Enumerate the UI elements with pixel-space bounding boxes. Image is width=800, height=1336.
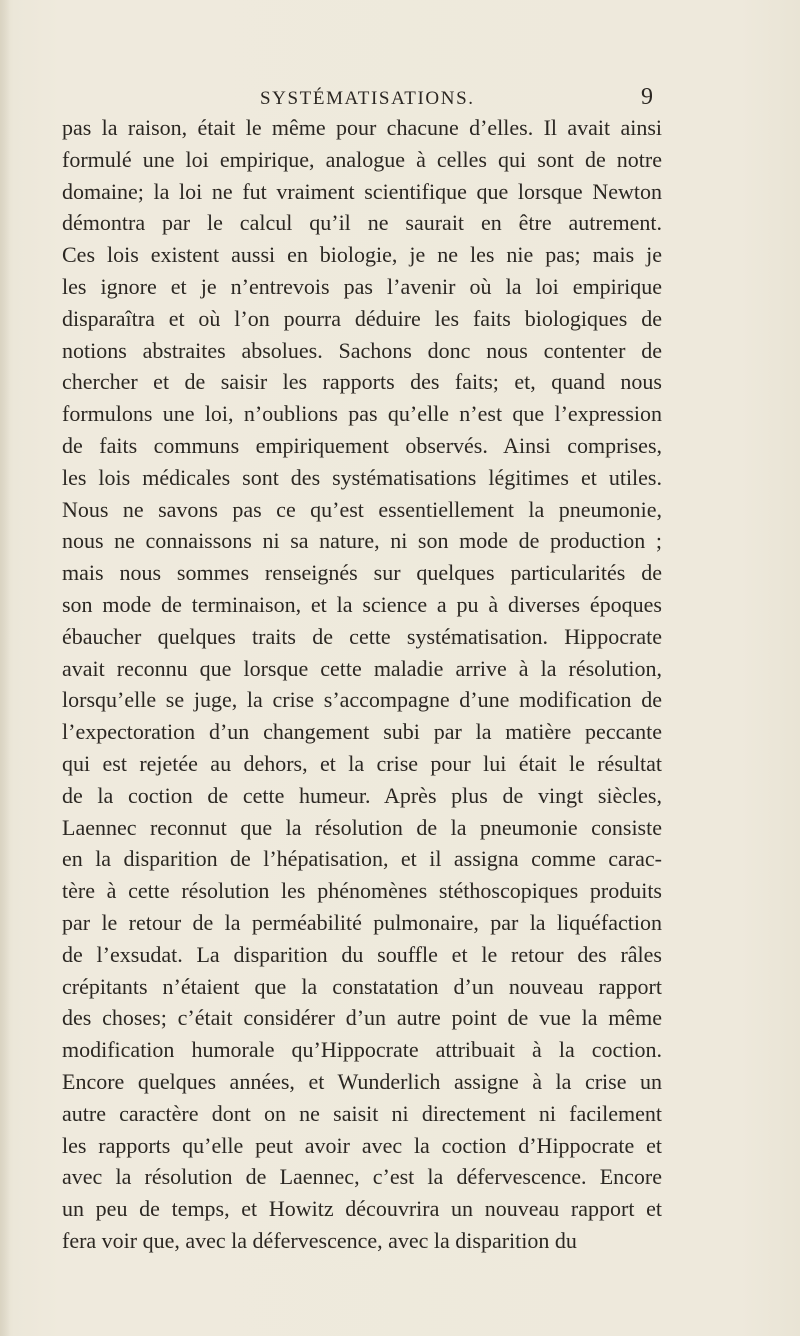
running-head bbox=[62, 84, 662, 114]
text-line: Nous ne savons pas ce qu’est essentiellement la pneumonie, bbox=[62, 496, 662, 522]
body-text bbox=[62, 112, 662, 1257]
text-line: des choses; c’était considérer d’un autre point de vue la même bbox=[62, 1005, 662, 1031]
text-line: les rapports qu’elle peut avoir avec la coction d’Hippocrate et bbox=[62, 1132, 662, 1158]
text-line: démontra par le calcul qu’il ne saurait en être autrement. bbox=[62, 210, 662, 236]
text-line: Laennec reconnut que la résolution de la pneumonie consiste bbox=[62, 814, 662, 840]
text-line: l’expectoration d’un changement subi par la matière peccante bbox=[62, 719, 662, 745]
text-line: Ces lois existent aussi en biologie, je ne les nie pas; mais je bbox=[62, 242, 662, 268]
page-number: 9 bbox=[641, 84, 653, 110]
text-line: avec la résolution de Laennec, c’est la défervescence. Encore bbox=[62, 1164, 662, 1190]
text-line: de faits communs empiriquement observés. Ainsi comprises, bbox=[62, 432, 662, 458]
text-line: tère à cette résolution les phénomènes stéthoscopiques produits bbox=[62, 878, 662, 904]
text-line: de l’exsudat. La disparition du souffle et le retour des râles bbox=[62, 941, 662, 967]
text-line: qui est rejetée au dehors, et la crise pour lui était le résultat bbox=[62, 750, 662, 776]
text-line: avait reconnu que lorsque cette maladie arrive à la résolution, bbox=[62, 655, 662, 681]
text-line: modification humorale qu’Hippocrate attribuait à la coction. bbox=[62, 1037, 662, 1063]
text-line: lorsqu’elle se juge, la crise s’accompagne d’une modification de bbox=[62, 687, 662, 713]
text-line: Encore quelques années, et Wunderlich assigne à la crise un bbox=[62, 1068, 662, 1094]
text-line: pas la raison, était le même pour chacune d’elles. Il avait ainsi bbox=[62, 115, 662, 140]
text-line: son mode de terminaison, et la science a pu à diverses époques bbox=[62, 591, 662, 617]
text-line: mais nous sommes renseignés sur quelques particularités de bbox=[62, 560, 662, 586]
text-line: fera voir que, avec la défervescence, avec la disparition du bbox=[62, 1227, 577, 1253]
text-line: un peu de temps, et Howitz découvrira un nouveau rapport et bbox=[62, 1196, 662, 1222]
running-title: SYSTÉMATISATIONS. bbox=[260, 88, 475, 109]
text-line: les ignore et je n’entrevois pas l’avenir où la loi empirique bbox=[62, 273, 662, 299]
text-line: notions abstraites absolues. Sachons donc nous contenter de bbox=[62, 337, 662, 363]
text-line: en la disparition de l’hépatisation, et il assigna comme carac- bbox=[62, 846, 662, 872]
text-line: disparaîtra et où l’on pourra déduire les faits biologiques de bbox=[62, 305, 662, 331]
text-line: de la coction de cette humeur. Après plus de vingt siècles, bbox=[62, 782, 662, 808]
text-line: formulé une loi empirique, analogue à celles qui sont de notre bbox=[62, 146, 662, 172]
text-line: chercher et de saisir les rapports des faits; et, quand nous bbox=[62, 369, 662, 395]
text-line: ébaucher quelques traits de cette systématisation. Hippocrate bbox=[62, 623, 662, 649]
text-line: par le retour de la perméabilité pulmonaire, par la liquéfaction bbox=[62, 909, 662, 935]
text-line: domaine; la loi ne fut vraiment scientifique que lorsque Newton bbox=[62, 178, 662, 204]
text-line: autre caractère dont on ne saisit ni directement ni facilement bbox=[62, 1100, 662, 1126]
text-line: crépitants n’étaient que la constatation d’un nouveau rapport bbox=[62, 973, 662, 999]
text-line: les lois médicales sont des systématisations légitimes et utiles. bbox=[62, 464, 662, 490]
text-line: formulons une loi, n’oublions pas qu’elle n’est que l’expression bbox=[62, 401, 662, 427]
text-line: nous ne connaissons ni sa nature, ni son mode de production ; bbox=[62, 528, 662, 554]
page-edge-shadow bbox=[0, 0, 10, 1336]
